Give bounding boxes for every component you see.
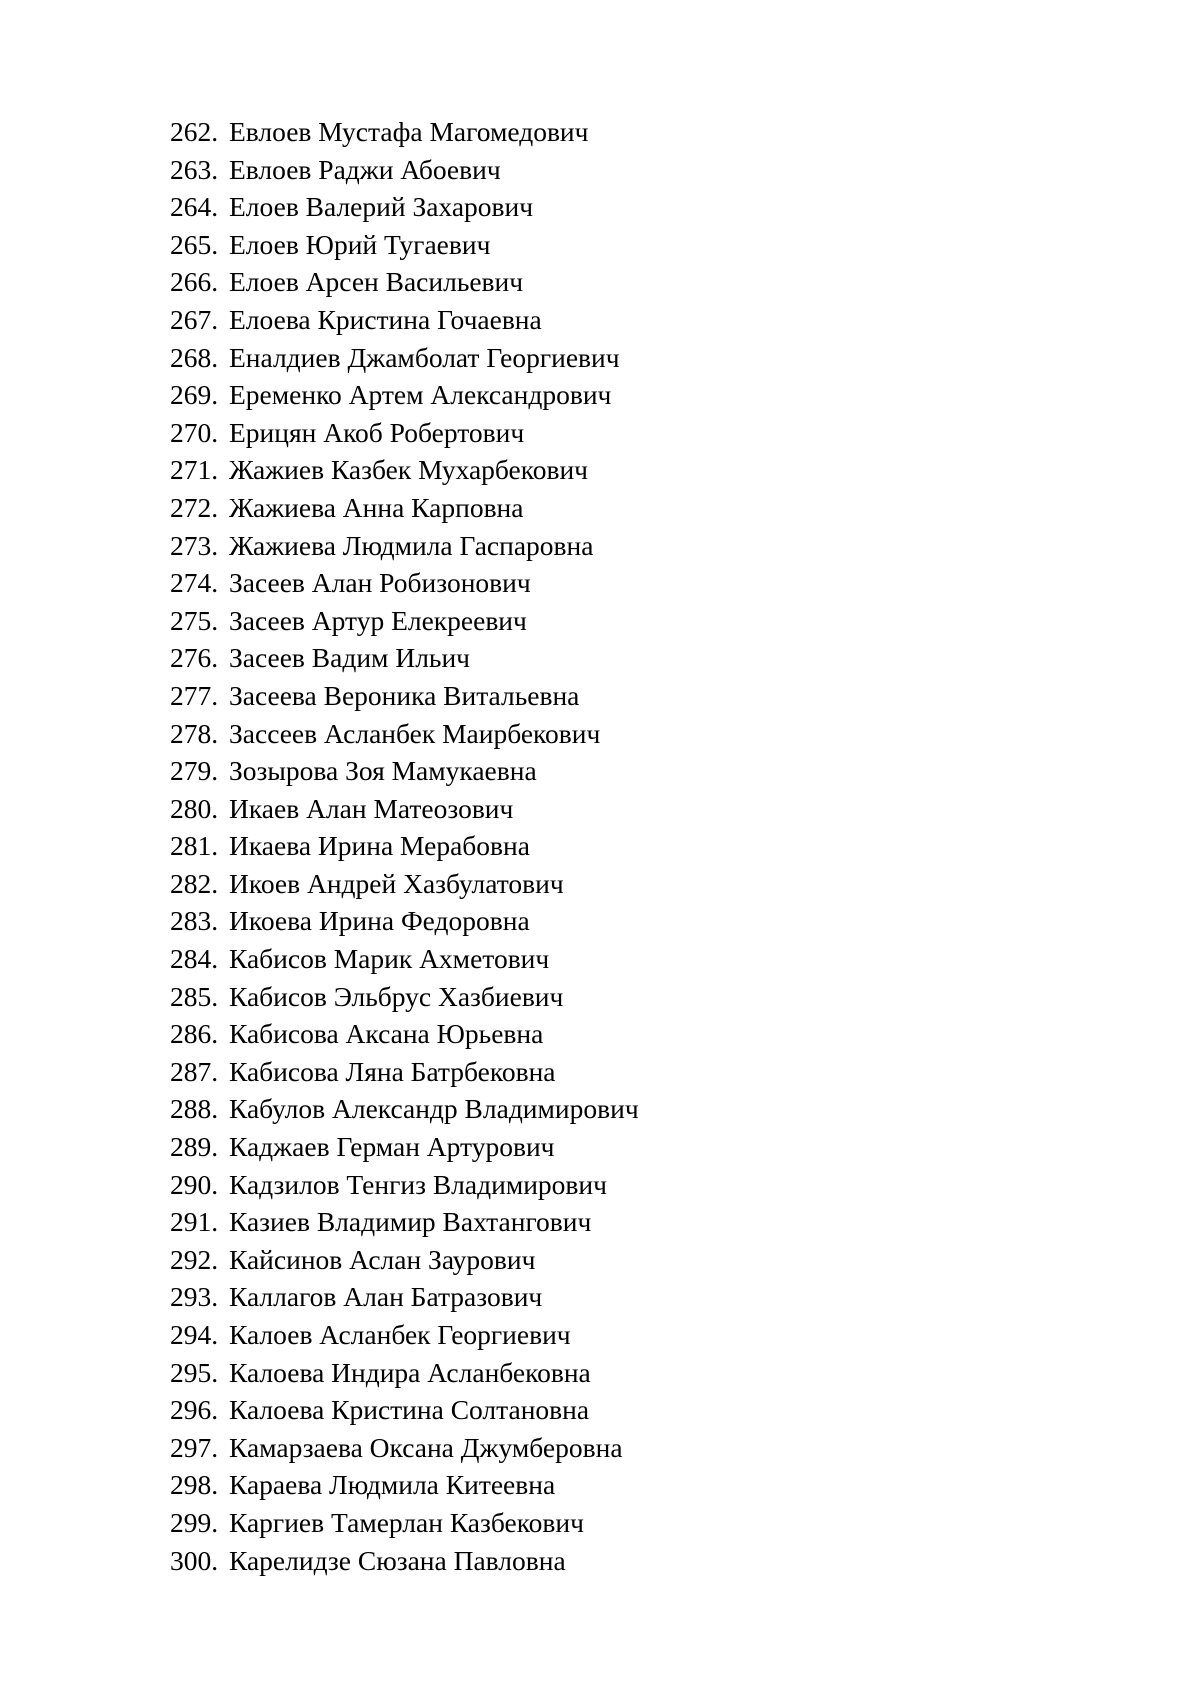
person-name: Каллагов Алан Батразович bbox=[229, 1281, 543, 1313]
item-number: 290. bbox=[170, 1168, 219, 1200]
person-name: Казиев Владимир Вахтангович bbox=[229, 1206, 592, 1238]
person-name: Елоев Юрий Тугаевич bbox=[229, 228, 491, 260]
person-name: Караева Людмила Китеевна bbox=[229, 1469, 556, 1501]
person-name: Елоев Валерий Захарович bbox=[229, 191, 534, 223]
list-item bbox=[170, 752, 1070, 790]
item-number: 286. bbox=[170, 1018, 219, 1050]
person-name: Каргиев Тамерлан Казбекович bbox=[229, 1506, 584, 1538]
person-name: Икоев Андрей Хазбулатович bbox=[229, 867, 564, 899]
item-number: 276. bbox=[170, 642, 219, 674]
list-item bbox=[170, 1053, 1070, 1091]
person-name: Зассеев Асланбек Маирбекович bbox=[229, 717, 601, 749]
person-name: Жажиев Казбек Мухарбекович bbox=[229, 454, 589, 486]
item-number: 287. bbox=[170, 1055, 219, 1087]
person-name: Евлоев Мустафа Магомедович bbox=[229, 116, 589, 147]
list-item bbox=[170, 602, 1070, 640]
item-number: 268. bbox=[170, 341, 219, 373]
item-number: 277. bbox=[170, 679, 219, 711]
list-item bbox=[170, 1015, 1070, 1053]
person-name: Икаев Алан Матеозович bbox=[229, 792, 514, 824]
list-item bbox=[170, 940, 1070, 978]
list-item bbox=[170, 151, 1070, 189]
list-item bbox=[170, 489, 1070, 527]
list-item bbox=[170, 1466, 1070, 1504]
list-item bbox=[170, 1203, 1070, 1241]
item-number: 283. bbox=[170, 905, 219, 937]
list-item bbox=[170, 1429, 1070, 1467]
item-number: 297. bbox=[170, 1431, 219, 1463]
person-name: Камарзаева Оксана Джумберовна bbox=[229, 1431, 623, 1463]
list-item bbox=[170, 113, 1070, 151]
list-item bbox=[170, 1354, 1070, 1392]
list-item bbox=[170, 715, 1070, 753]
item-number: 263. bbox=[170, 153, 219, 185]
list-item bbox=[170, 1504, 1070, 1542]
person-name: Жажиева Людмила Гаспаровна bbox=[229, 529, 594, 561]
item-number: 278. bbox=[170, 717, 219, 749]
item-number: 264. bbox=[170, 191, 219, 223]
list-item bbox=[170, 1090, 1070, 1128]
person-name: Елоева Кристина Гочаевна bbox=[229, 303, 542, 335]
list-item bbox=[170, 226, 1070, 264]
person-name: Калоева Кристина Солтановна bbox=[229, 1394, 590, 1426]
item-number: 265. bbox=[170, 228, 219, 260]
item-number: 296. bbox=[170, 1394, 219, 1426]
list-item bbox=[170, 827, 1070, 865]
list-item bbox=[170, 1166, 1070, 1204]
item-number: 280. bbox=[170, 792, 219, 824]
person-name: Еременко Артем Александрович bbox=[229, 379, 612, 411]
list-item bbox=[170, 1128, 1070, 1166]
person-name: Евлоев Раджи Абоевич bbox=[229, 153, 501, 185]
list-item bbox=[170, 1278, 1070, 1316]
item-number: 281. bbox=[170, 830, 219, 862]
list-item bbox=[170, 978, 1070, 1016]
item-number: 284. bbox=[170, 943, 219, 975]
person-name: Кайсинов Аслан Заурович bbox=[229, 1243, 536, 1275]
person-name: Кабулов Александр Владимирович bbox=[229, 1093, 639, 1125]
list-item bbox=[170, 376, 1070, 414]
person-name: Кабисов Марик Ахметович bbox=[229, 943, 550, 975]
person-name: Засеев Вадим Ильич bbox=[229, 642, 471, 674]
list-item bbox=[170, 790, 1070, 828]
list-item bbox=[170, 902, 1070, 940]
person-name: Зозырова Зоя Мамукаевна bbox=[229, 755, 537, 787]
person-name: Жажиева Анна Карповна bbox=[229, 491, 524, 523]
person-name: Карелидзе Сюзана Павловна bbox=[229, 1544, 566, 1576]
list-item bbox=[170, 865, 1070, 903]
item-number: 274. bbox=[170, 567, 219, 599]
person-name: Кадзилов Тенгиз Владимирович bbox=[229, 1168, 607, 1200]
item-number: 262. bbox=[170, 116, 219, 147]
person-name: Засеев Артур Елекреевич bbox=[229, 604, 527, 636]
item-number: 289. bbox=[170, 1131, 219, 1163]
person-name: Калоева Индира Асланбековна bbox=[229, 1356, 591, 1388]
person-name: Каджаев Герман Артурович bbox=[229, 1131, 555, 1163]
person-name: Засеев Алан Робизонович bbox=[229, 567, 531, 599]
person-name: Елоев Арсен Васильевич bbox=[229, 266, 524, 298]
person-name: Икаева Ирина Мерабовна bbox=[229, 830, 530, 862]
item-number: 292. bbox=[170, 1243, 219, 1275]
item-number: 279. bbox=[170, 755, 219, 787]
list-item bbox=[170, 1316, 1070, 1354]
person-name: Икоева Ирина Федоровна bbox=[229, 905, 530, 937]
list-item bbox=[170, 1391, 1070, 1429]
list-item bbox=[170, 263, 1070, 301]
item-number: 295. bbox=[170, 1356, 219, 1388]
list-item bbox=[170, 451, 1070, 489]
person-name: Засеева Вероника Витальевна bbox=[229, 679, 580, 711]
item-number: 273. bbox=[170, 529, 219, 561]
person-name: Ерицян Акоб Робертович bbox=[229, 416, 525, 448]
list-item bbox=[170, 339, 1070, 377]
item-number: 285. bbox=[170, 980, 219, 1012]
person-name: Кабисов Эльбрус Хазбиевич bbox=[229, 980, 564, 1012]
item-number: 270. bbox=[170, 416, 219, 448]
person-name: Кабисова Аксана Юрьевна bbox=[229, 1018, 544, 1050]
person-name: Калоев Асланбек Георгиевич bbox=[229, 1319, 571, 1350]
person-name: Еналдиев Джамболат Георгиевич bbox=[229, 341, 620, 373]
item-number: 288. bbox=[170, 1093, 219, 1125]
item-number: 282. bbox=[170, 867, 219, 899]
item-number: 275. bbox=[170, 604, 219, 636]
item-number: 272. bbox=[170, 491, 219, 523]
list-item bbox=[170, 639, 1070, 677]
list-item bbox=[170, 527, 1070, 565]
list-item bbox=[170, 564, 1070, 602]
item-number: 269. bbox=[170, 379, 219, 411]
list-item bbox=[170, 188, 1070, 226]
person-name: Кабисова Ляна Батрбековна bbox=[229, 1055, 556, 1087]
item-number: 294. bbox=[170, 1319, 219, 1350]
item-number: 298. bbox=[170, 1469, 219, 1501]
item-number: 266. bbox=[170, 266, 219, 298]
list-item bbox=[170, 1241, 1070, 1279]
list-item bbox=[170, 677, 1070, 715]
list-item bbox=[170, 301, 1070, 339]
item-number: 300. bbox=[170, 1544, 219, 1576]
item-number: 291. bbox=[170, 1206, 219, 1238]
item-number: 293. bbox=[170, 1281, 219, 1313]
item-number: 267. bbox=[170, 303, 219, 335]
list-item bbox=[170, 1542, 1070, 1580]
item-number: 299. bbox=[170, 1506, 219, 1538]
list-item bbox=[170, 414, 1070, 452]
item-number: 271. bbox=[170, 454, 219, 486]
name-list bbox=[170, 113, 1070, 1579]
